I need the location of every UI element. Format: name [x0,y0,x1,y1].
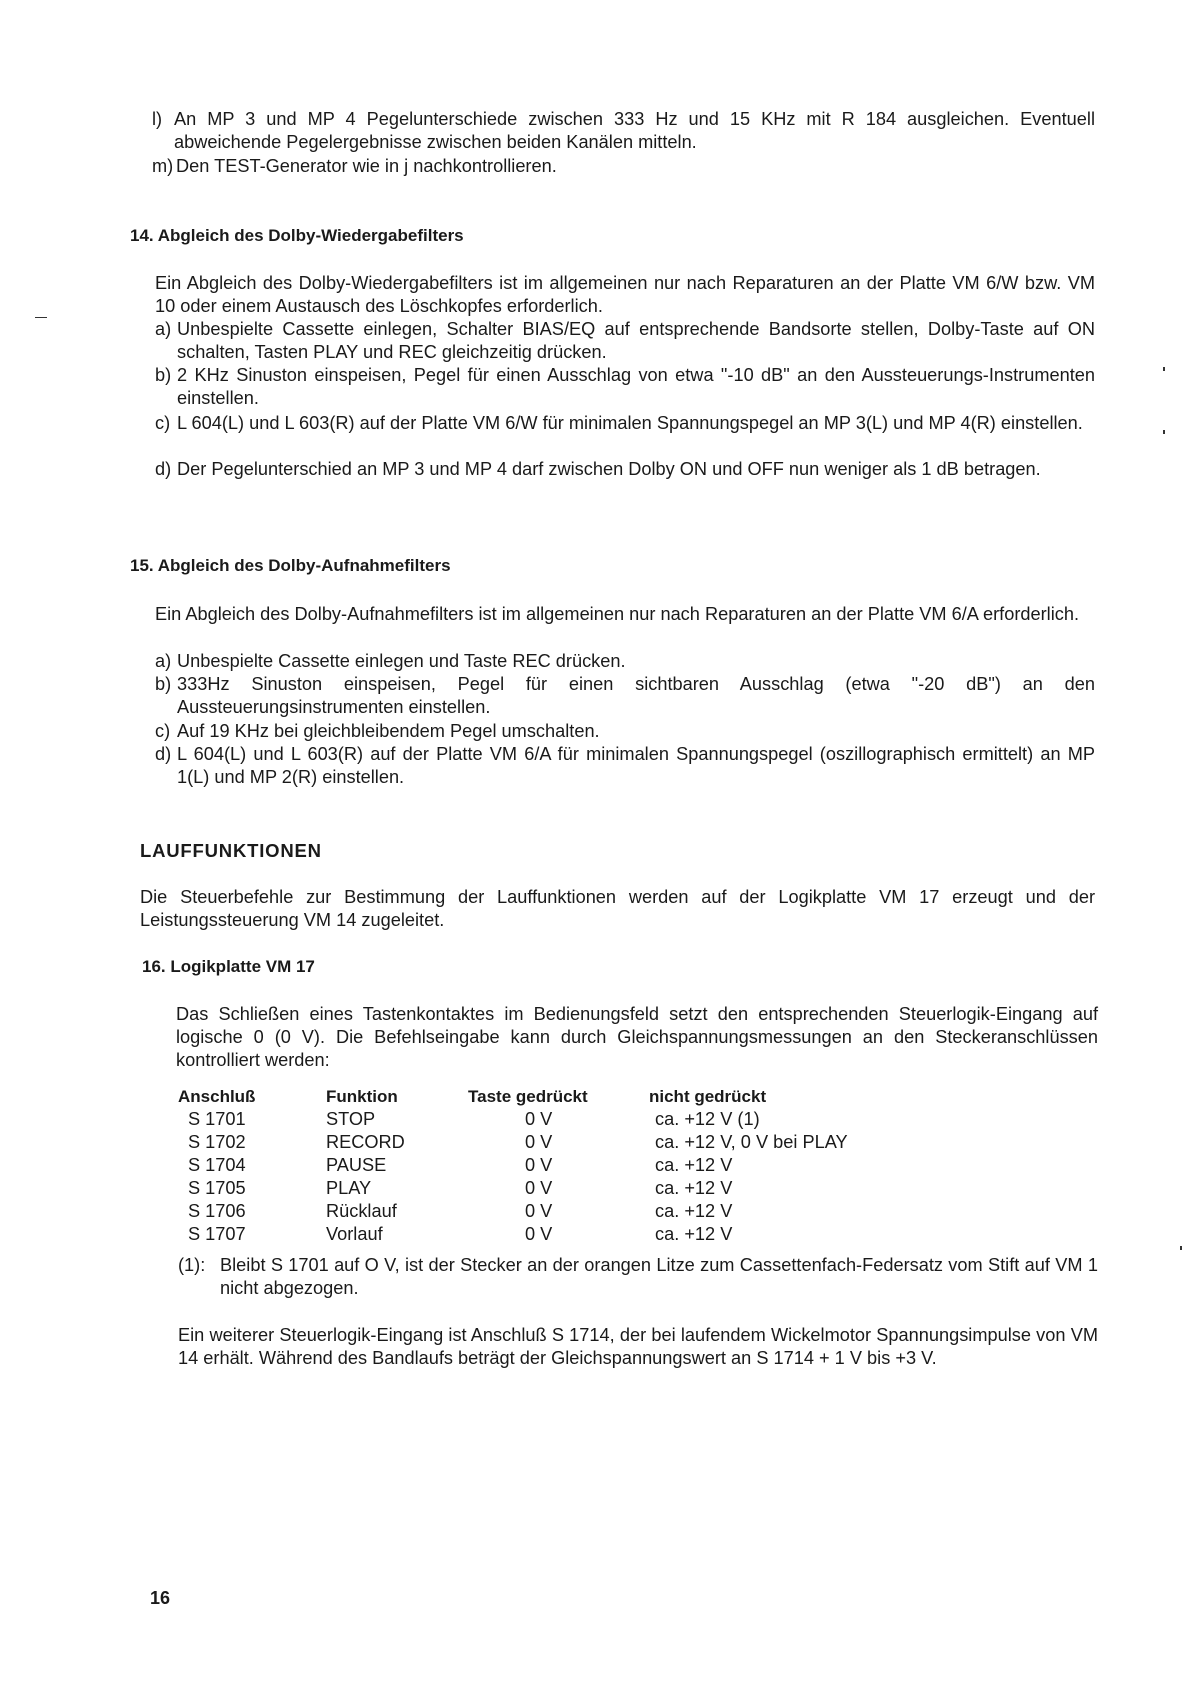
cell-nicht-gedrueckt: ca. +12 V (1) [655,1109,760,1129]
column-header-funktion: Funktion [326,1087,398,1106]
section-15-item-d [155,743,1095,789]
cell-funktion: RECORD [326,1132,405,1152]
cell-anschluss: S 1701 [188,1109,246,1129]
list-label: b) [155,674,172,694]
cell-nicht-gedrueckt: ca. +12 V [655,1224,733,1244]
list-item-m [152,155,1095,178]
cell-nicht-gedrueckt: ca. +12 V [655,1155,733,1175]
cell-taste-gedrueckt: 0 V [525,1132,553,1152]
cell-taste-gedrueckt: 0 V [525,1178,553,1198]
list-label: a) [155,319,172,339]
cell-funktion: PLAY [326,1178,372,1198]
table-row [178,1108,935,1131]
scan-mark [35,317,47,318]
section-14-intro: Ein Abgleich des Dolby-Wiedergabefilters ist im allgemeinen nur nach Reparaturen an der Platte VM 6/W bzw. VM 10 oder einem Austausch des Löschkopfes erforderlich. [155,273,1095,316]
section-16-footnote [178,1254,1098,1300]
cell-funktion: Vorlauf [326,1224,383,1244]
footnote-label: (1): [178,1255,206,1275]
section-14-heading: 14. Abgleich des Dolby-Wiedergabefilters [130,226,464,245]
cell-anschluss: S 1704 [188,1155,246,1175]
table-row [178,1200,935,1223]
cell-taste-gedrueckt: 0 V [525,1224,553,1244]
section-16-intro: Das Schließen eines Tastenkontaktes im Bedienungsfeld setzt den entsprechenden Steuerlogik-Eingang auf logische 0 (0 V). Die Befehlseingabe kann durch Gleichspannungsmessungen an den Steckeranschlüssen kontrolliert werden: [176,1004,1098,1070]
footnote-text: Bleibt S 1701 auf O V, ist der Stecker an der orangen Litze zum Cassettenfach-Federsatz vom Stift auf VM 1 nicht abgezogen. [220,1255,1098,1298]
cell-nicht-gedrueckt: ca. +12 V [655,1178,733,1198]
list-text: 2 KHz Sinuston einspeisen, Pegel für einen Ausschlag von etwa "-10 dB" an den Aussteuerungs-Instrumenten einstellen. [177,365,1095,408]
page-number: 16 [150,1588,171,1608]
list-item-l [152,108,1095,154]
section-14-item-d [155,458,1095,481]
list-text: Unbespielte Cassette einlegen und Taste REC drücken. [177,651,626,671]
list-text: Den TEST-Generator wie in j nachkontrollieren. [176,156,557,176]
list-label: d) [155,744,172,764]
cell-funktion: Rücklauf [326,1201,397,1221]
section-16-outro: Ein weiterer Steuerlogik-Eingang ist Anschluß S 1714, der bei laufendem Wickelmotor Spannungsimpulse von VM 14 erhält. Während des Bandlaufs beträgt der Gleichspannungswert an S 1714 + 1 V bis +3 V. [178,1325,1098,1368]
table-row [178,1154,935,1177]
list-text: Auf 19 KHz bei gleichbleibendem Pegel umschalten. [177,721,600,741]
scan-mark [1163,367,1165,371]
list-label: a) [155,651,172,671]
scan-mark [1163,430,1165,434]
list-text: An MP 3 und MP 4 Pegelunterschiede zwischen 333 Hz und 15 KHz mit R 184 ausgleichen. Eventuell abweichende Pegelergebnisse zwischen beiden Kanälen mitteln. [174,109,1095,152]
list-label: c) [155,721,171,741]
section-15-heading: 15. Abgleich des Dolby-Aufnahmefilters [130,556,451,575]
section-14-item-c [155,412,1095,435]
list-label: l) [152,109,163,129]
section-15-item-b [155,673,1095,719]
list-text: Der Pegelunterschied an MP 3 und MP 4 darf zwischen Dolby ON und OFF nun weniger als 1 dB betragen. [177,459,1041,479]
table-row [178,1223,935,1246]
cell-taste-gedrueckt: 0 V [525,1201,553,1221]
table-row [178,1177,935,1200]
section-15-item-c [155,720,1095,743]
cell-anschluss: S 1702 [188,1132,246,1152]
cell-nicht-gedrueckt: ca. +12 V [655,1201,733,1221]
cell-taste-gedrueckt: 0 V [525,1155,553,1175]
cell-taste-gedrueckt: 0 V [525,1109,553,1129]
list-text: Unbespielte Cassette einlegen, Schalter BIAS/EQ auf entsprechende Bandsorte stellen, Dolby-Taste auf ON schalten, Tasten PLAY und REC gleichzeitig drücken. [177,319,1095,362]
table-row [178,1131,935,1154]
cell-nicht-gedrueckt: ca. +12 V, 0 V bei PLAY [655,1132,848,1152]
section-14-item-b [155,364,1095,410]
list-text: L 604(L) und L 603(R) auf der Platte VM 6/A für minimalen Spannungspegel (oszillographisch ermittelt) an MP 1(L) und MP 2(R) einstellen. [177,744,1095,787]
section-15-item-a [155,650,1095,673]
list-label: c) [155,413,171,433]
cell-funktion: PAUSE [326,1155,387,1175]
column-header-taste-gedrueckt: Taste gedrückt [468,1087,588,1106]
list-label: b) [155,365,172,385]
lauffunktionen-heading: LAUFFUNKTIONEN [140,840,322,861]
lauffunktionen-text: Die Steuerbefehle zur Bestimmung der Lauffunktionen werden auf der Logikplatte VM 17 erzeugt und der Leistungssteuerung VM 14 zugeleitet. [140,887,1095,930]
section-14-item-a [155,318,1095,364]
column-header-anschluss: Anschluß [178,1087,256,1106]
cell-anschluss: S 1706 [188,1201,246,1221]
cell-funktion: STOP [326,1109,376,1129]
column-header-nicht-gedrueckt: nicht gedrückt [649,1087,767,1106]
section-16-heading: 16. Logikplatte VM 17 [142,957,315,976]
cell-anschluss: S 1707 [188,1224,246,1244]
list-text: L 604(L) und L 603(R) auf der Platte VM 6/W für minimalen Spannungspegel an MP 3(L) und MP 4(R) einstellen. [177,413,1083,433]
list-label: m) [152,156,174,176]
list-label: d) [155,459,172,479]
section-15-intro: Ein Abgleich des Dolby-Aufnahmefilters ist im allgemeinen nur nach Reparaturen an der Platte VM 6/A erforderlich. [155,604,1079,624]
list-text: 333Hz Sinuston einspeisen, Pegel für einen sichtbaren Ausschlag (etwa "-20 dB") an den Aussteuerungsinstrumenten einstellen. [177,674,1095,717]
cell-anschluss: S 1705 [188,1178,246,1198]
scan-mark [1180,1246,1182,1250]
connection-table [178,1085,935,1246]
table-header-row [178,1085,935,1108]
